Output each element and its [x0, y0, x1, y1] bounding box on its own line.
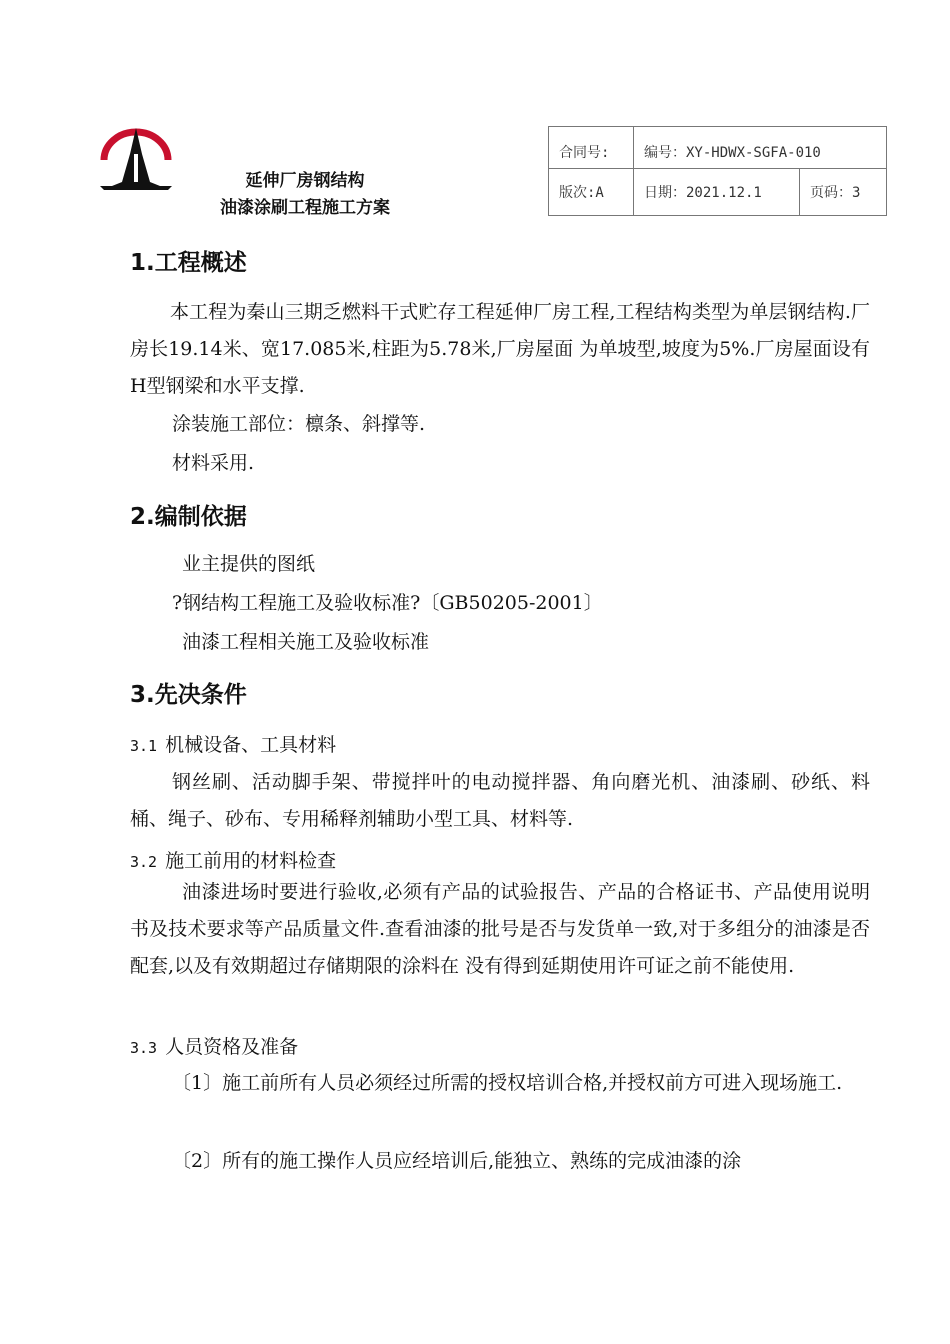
contract-number-cell: 合同号: — [549, 127, 634, 169]
subsection-3-3-number: 3.3 — [130, 1039, 158, 1057]
section-1-coating-parts: 涂装施工部位：檩条、斜撑等. — [172, 413, 426, 435]
section-1-materials: 材料采用. — [172, 452, 255, 474]
subsection-3-2-number: 3.2 — [130, 853, 158, 871]
document-info-table — [548, 126, 887, 216]
basis-item-steel-standard: ?钢结构工程施工及验收标准?〔GB50205-2001〕 — [172, 592, 603, 614]
version-cell: 版次:A — [549, 169, 634, 216]
subsection-3-2-text: 油漆进场时要进行验收,必须有产品的试验报告、产品的合格证书、产品使用说明书及技术要求等产品质量文件.查看油漆的批号是否与发货单一致,对于多组分的油漆是否配套,以及有效期超过存储期限的涂料在 没有得到延期使用许可证之前不能使用. — [130, 881, 870, 977]
subsection-3-2-title: 施工前用的材料检查 — [165, 850, 337, 872]
section-2-heading: 2.编制依据 — [130, 504, 247, 530]
title-line-2: 油漆涂刷工程施工方案 — [220, 198, 390, 218]
subsection-3-3-item-2: 〔2〕所有的施工操作人员应经培训后,能独立、熟练的完成油漆的涂 — [172, 1150, 742, 1172]
document-code-cell: 编号：XY-HDWX-SGFA-010 — [634, 127, 887, 169]
date-cell: 日期：2021.12.1 — [634, 169, 800, 216]
document-title — [190, 168, 420, 222]
subsection-3-1-heading — [130, 730, 336, 757]
basis-item-drawings: 业主提供的图纸 — [182, 553, 316, 575]
section-1-heading: 1.工程概述 — [130, 250, 247, 276]
title-line-1: 延伸厂房钢结构 — [245, 171, 365, 191]
subsection-3-1-text: 钢丝刷、活动脚手架、带搅拌叶的电动搅拌器、角向磨光机、油漆刷、砂纸、料桶、绳子、砂布、专用稀释剂辅助小型工具、材料等. — [130, 771, 870, 830]
company-logo — [98, 124, 174, 190]
subsection-3-3-item-1: 〔1〕施工前所有人员必须经过所需的授权培训合格,并授权前方可进入现场施工. — [172, 1072, 843, 1094]
subsection-3-2-heading — [130, 846, 336, 873]
section-1-paragraph: 本工程为秦山三期乏燃料干式贮存工程延伸厂房工程,工程结构类型为单层钢结构.厂房长19.14米、宽17.085米,柱距为5.78米,厂房屋面 为单坡型,坡度为5%.厂房屋面设有H型钢梁和水平支撑. — [130, 301, 870, 397]
subsection-3-1-number: 3.1 — [130, 737, 158, 755]
basis-item-paint-standard: 油漆工程相关施工及验收标准 — [182, 631, 430, 653]
subsection-3-3-title: 人员资格及准备 — [165, 1036, 299, 1058]
section-3-heading: 3.先决条件 — [130, 682, 247, 708]
subsection-3-3-heading — [130, 1032, 298, 1059]
page-number-cell: 页码：3 — [800, 169, 887, 216]
subsection-3-1-title: 机械设备、工具材料 — [165, 734, 337, 756]
